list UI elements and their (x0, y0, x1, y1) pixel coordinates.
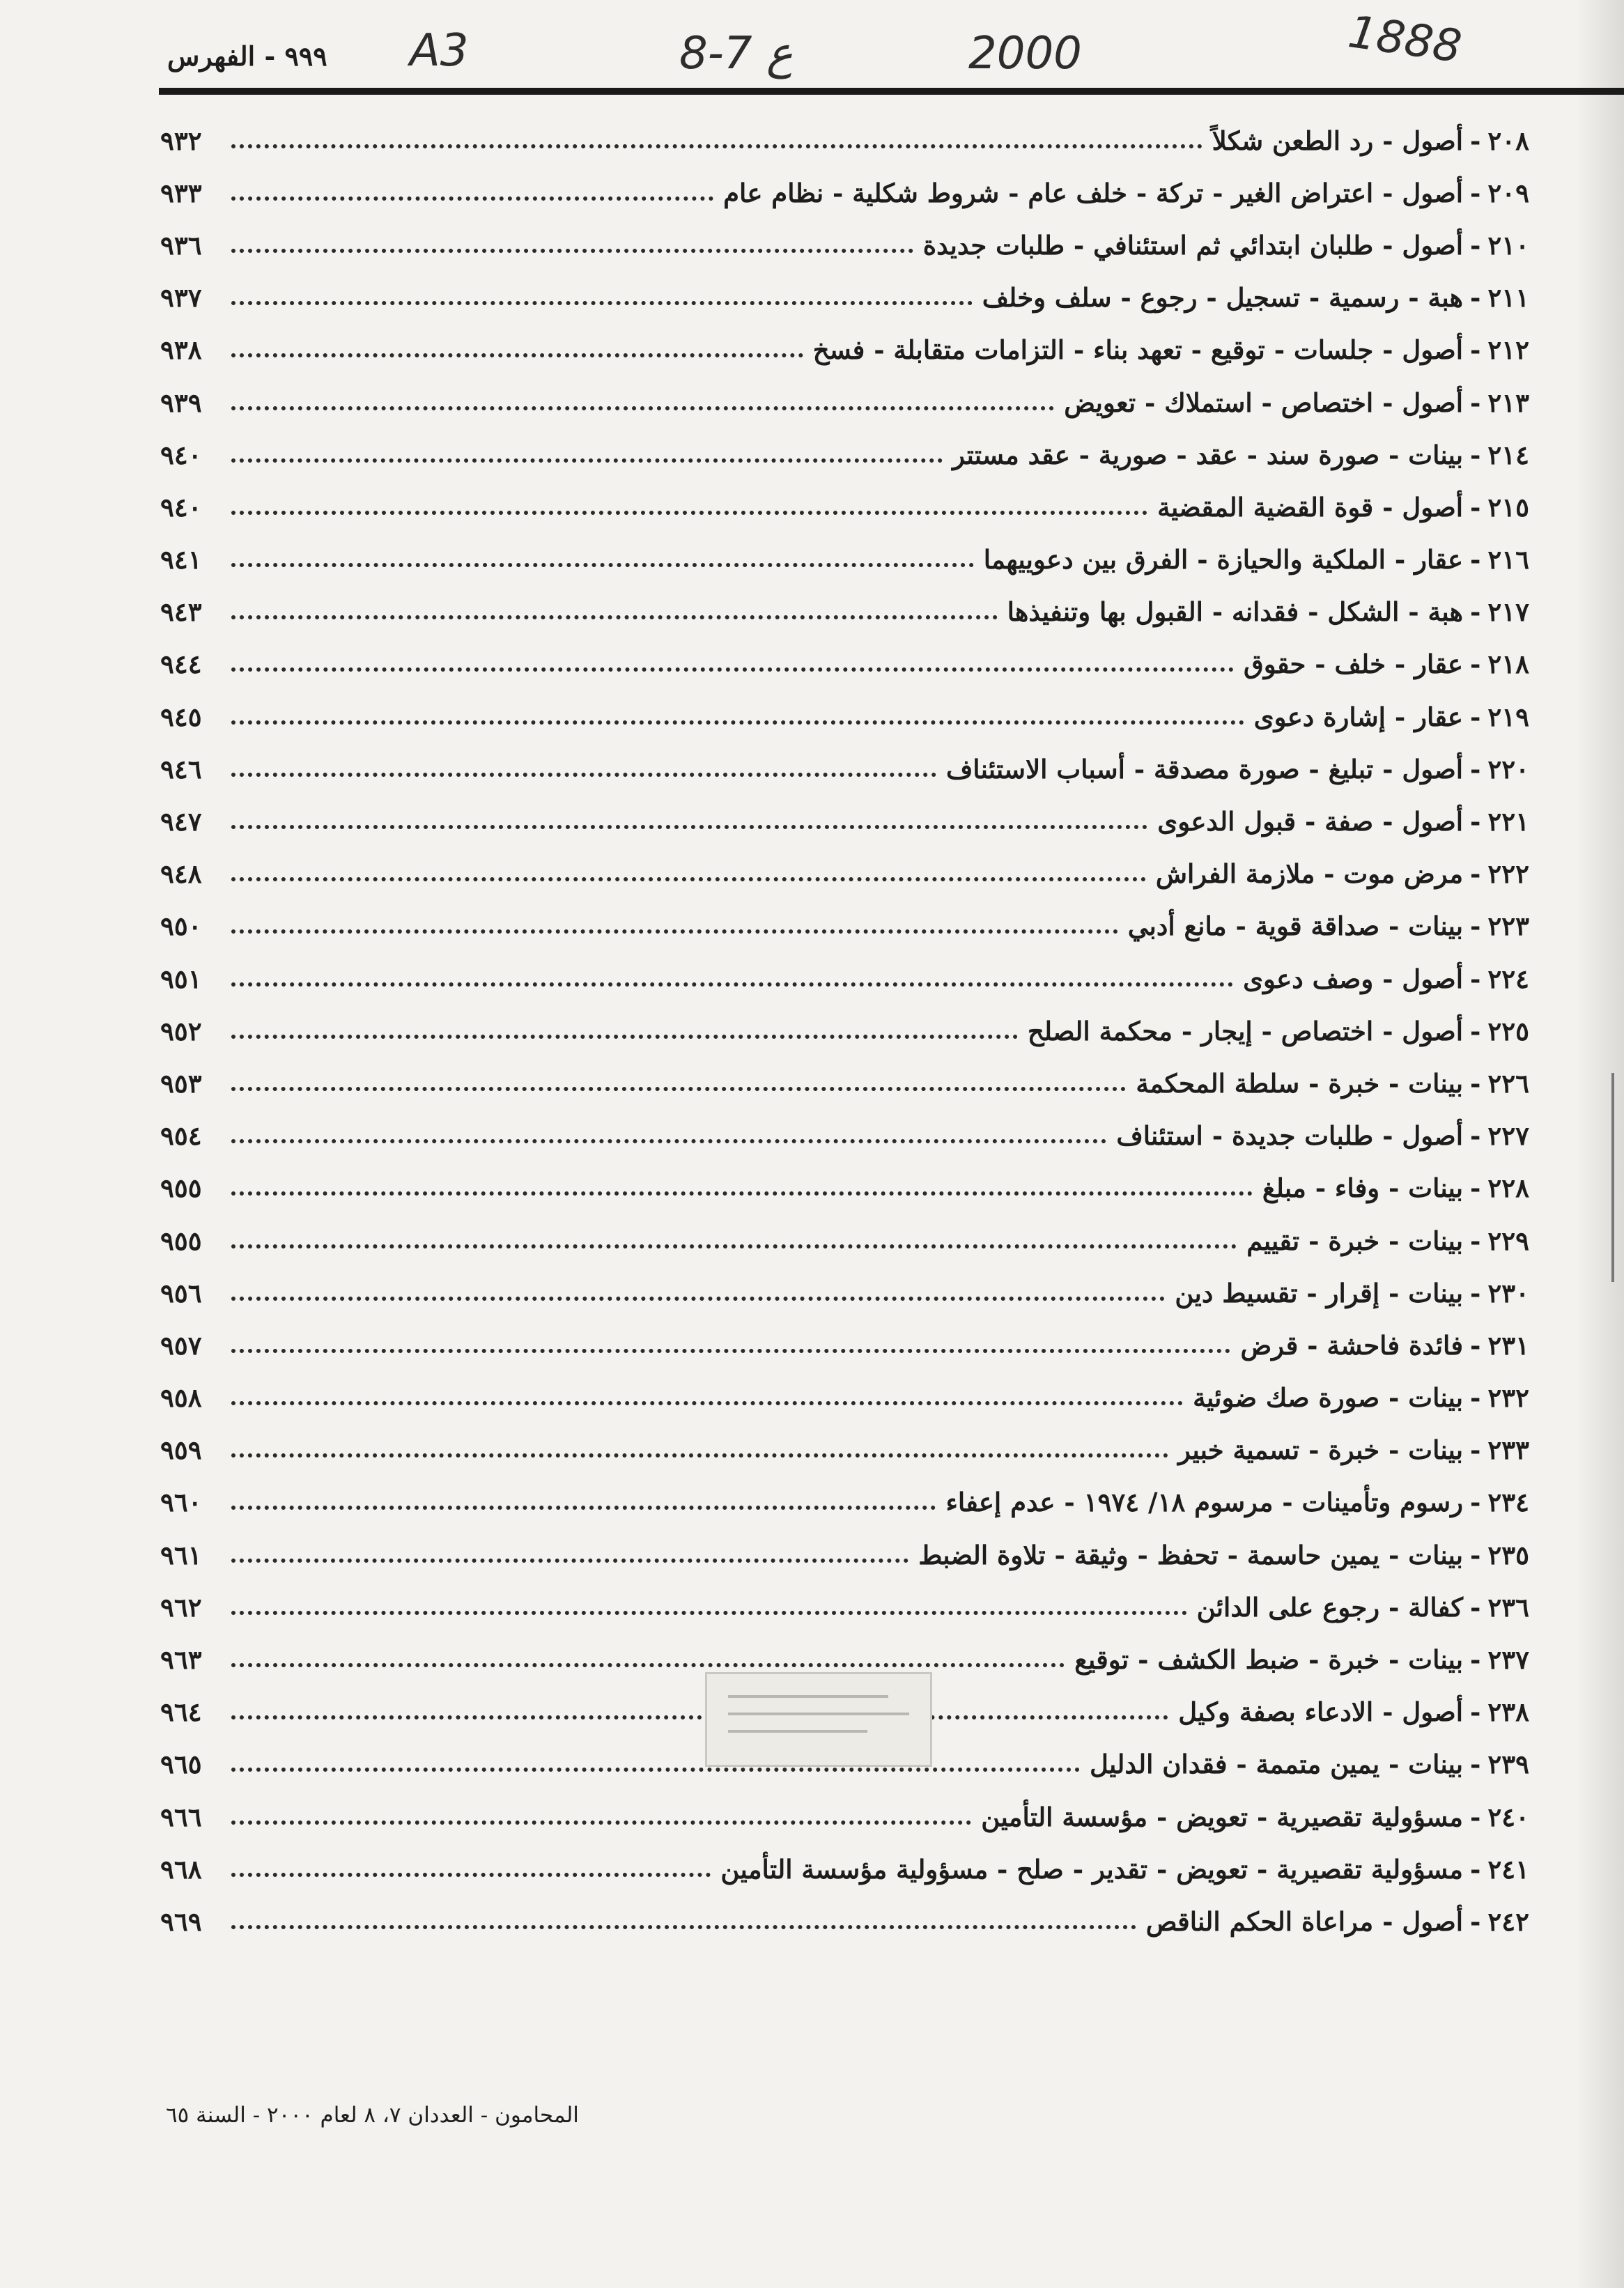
toc-dot-leader (231, 1559, 908, 1563)
toc-entry-title: بينات - يمين حاسمة - تحفظ - وثيقة - تلاوة الضبط (918, 1539, 1464, 1570)
toc-entry-number: ٢٠٨ (1487, 125, 1529, 156)
toc-entry-page: ٩٦٨ (160, 1853, 202, 1885)
toc-dot-leader (231, 1087, 1126, 1091)
toc-dot-leader (231, 773, 936, 777)
toc-dot-leader (231, 196, 713, 201)
toc-entry-title: بينات - وفاء - مبلغ (1262, 1173, 1464, 1204)
toc-entry-number: ٢٢٣ (1487, 911, 1529, 942)
toc-entry (160, 1843, 1529, 1895)
toc-entry-number: ٢٣٢ (1487, 1382, 1529, 1414)
toc-entry (160, 1214, 1529, 1267)
toc-entry-number: ٢١٥ (1487, 491, 1529, 523)
toc-dot-leader (231, 1244, 1237, 1249)
toc-entry-number: ٢١٣ (1487, 387, 1529, 418)
toc-entry-title: فائدة فاحشة - قرض (1240, 1329, 1464, 1361)
toc-entry-number: ٢٣٩ (1487, 1749, 1529, 1780)
toc-entry-page: ٩٦٦ (160, 1801, 202, 1832)
toc-entry-title: مسؤولية تقصيرية - تعويض - تقدير - صلح - مسؤولية مؤسسة التأمين (720, 1853, 1464, 1885)
toc-entry (160, 272, 1529, 324)
toc-entry-title: أصول - طلبان ابتدائي ثم استئنافي - طلبات جديدة (922, 229, 1464, 261)
toc-entry-page: ٩٣٨ (160, 334, 202, 366)
toc-entry-title: مسؤولية تقصيرية - تعويض - مؤسسة التأمين (981, 1801, 1464, 1832)
toc-entry-dash: - (1470, 544, 1481, 575)
toc-entry (160, 376, 1529, 428)
toc-entry-number: ٢٢٠ (1487, 753, 1529, 784)
toc-dot-leader (231, 1506, 936, 1510)
toc-entry (160, 324, 1529, 376)
toc-entry-page: ٩٦٤ (160, 1696, 202, 1728)
toc-entry (160, 534, 1529, 586)
toc-entry-title: بينات - صورة صك ضوئية (1193, 1382, 1464, 1414)
toc-entry-title: بينات - خبرة - ضبط الكشف - توقيع (1074, 1644, 1464, 1676)
toc-entry-dash: - (1470, 1749, 1481, 1780)
toc-entry-title: هبة - الشكل - فقدانه - القبول بها وتنفيذها (1007, 596, 1464, 628)
toc-dot-leader (231, 144, 1202, 148)
toc-entry-title: عقار - الملكية والحيازة - الفرق بين دعوييهما (983, 544, 1464, 575)
toc-entry-title: هبة - رسمية - تسجيل - رجوع - سلف وخلف (982, 282, 1464, 314)
toc-dot-leader (231, 406, 1054, 410)
toc-entry-page: ٩٥١ (160, 963, 202, 994)
toc-entry-title: أصول - رد الطعن شكلاً (1212, 125, 1464, 156)
header-rule (159, 88, 1624, 95)
toc-entry-page: ٩٥٤ (160, 1120, 202, 1152)
toc-entry-dash: - (1470, 806, 1481, 837)
toc-entry-page: ٩٥٧ (160, 1329, 202, 1361)
toc-entry-title: عقار - خلف - حقوق (1244, 649, 1464, 680)
toc-entry-dash: - (1470, 1329, 1481, 1361)
toc-dot-leader (231, 615, 998, 619)
toc-entry-title: بينات - خبرة - تقييم (1246, 1225, 1464, 1256)
stamp-line (728, 1695, 888, 1698)
toc-entry-dash: - (1470, 229, 1481, 261)
toc-entry-number: ٢٤١ (1487, 1853, 1529, 1885)
toc-entry-title: أصول - مراعاة الحكم الناقص (1145, 1906, 1464, 1937)
toc-entry (160, 1529, 1529, 1581)
toc-entry-page: ٩٥٢ (160, 1015, 202, 1046)
toc-entry-page: ٩٥٣ (160, 1067, 202, 1099)
toc-entry (160, 900, 1529, 952)
toc-entry-page: ٩٤٨ (160, 858, 202, 890)
toc-entry-page: ٩٤٤ (160, 649, 202, 680)
toc-entry (160, 743, 1529, 795)
toc-entry-page: ٩٦٥ (160, 1749, 202, 1780)
toc-entry-title: بينات - إقرار - تقسيط دين (1175, 1277, 1464, 1308)
toc-dot-leader (231, 1297, 1165, 1301)
toc-entry-dash: - (1470, 1487, 1481, 1518)
toc-entry-number: ٢٣٣ (1487, 1435, 1529, 1466)
toc-entry (160, 1057, 1529, 1109)
toc-dot-leader (231, 1401, 1183, 1405)
toc-entry (160, 481, 1529, 533)
toc-entry-number: ٢٤٢ (1487, 1906, 1529, 1937)
toc-entry (160, 1791, 1529, 1843)
toc-dot-leader (231, 1139, 1106, 1143)
toc-entry (160, 1372, 1529, 1424)
handwritten-note-number: 1888 (1345, 6, 1465, 73)
toc-entry (160, 1319, 1529, 1371)
toc-entry-number: ٢٣٥ (1487, 1539, 1529, 1570)
toc-entry-dash: - (1470, 1853, 1481, 1885)
toc-entry-page: ٩٣٣ (160, 177, 202, 208)
toc-entry (160, 219, 1529, 271)
toc-entry-title: أصول - الادعاء بصفة وكيل (1178, 1696, 1464, 1728)
toc-dot-leader (231, 458, 943, 463)
toc-entry-title: بينات - يمين متممة - فقدان الدليل (1089, 1749, 1464, 1780)
toc-entry-page: ٩٣٦ (160, 229, 202, 261)
toc-entry-number: ٢٢٥ (1487, 1015, 1529, 1046)
toc-entry-dash: - (1470, 334, 1481, 366)
toc-entry (160, 1005, 1529, 1057)
toc-entry-title: أصول - جلسات - توقيع - تعهد بناء - التزامات متقابلة - فسخ (812, 334, 1464, 366)
toc-dot-leader (231, 982, 1233, 987)
toc-entry-number: ٢١٩ (1487, 701, 1529, 732)
toc-entry-number: ٢٢٩ (1487, 1225, 1529, 1256)
toc-entry-title: أصول - قوة القضية المقضية (1157, 491, 1464, 523)
toc-entry-page: ٩٥٠ (160, 911, 202, 942)
toc-entry (160, 1581, 1529, 1633)
stamp-line (728, 1730, 867, 1733)
toc-entry (160, 1476, 1529, 1529)
toc-entry (160, 428, 1529, 481)
toc-dot-leader (231, 1873, 711, 1877)
toc-entry-title: كفالة - رجوع على الدائن (1196, 1591, 1464, 1623)
toc-entry-dash: - (1470, 1696, 1481, 1728)
toc-entry-dash: - (1470, 1801, 1481, 1832)
toc-entry-dash: - (1470, 282, 1481, 314)
toc-entry-number: ٢٣١ (1487, 1329, 1529, 1361)
toc-entry-page: ٩٥٥ (160, 1225, 202, 1256)
toc-dot-leader (231, 1349, 1230, 1353)
toc-entry-page: ٩٥٩ (160, 1435, 202, 1466)
toc-entry-title: بينات - صداقة قوية - مانع أدبي (1127, 911, 1464, 942)
toc-entry-title: بينات - خبرة - سلطة المحكمة (1136, 1067, 1464, 1099)
toc-dot-leader (231, 1663, 1065, 1667)
toc-entry-dash: - (1470, 387, 1481, 418)
toc-entry-number: ٢١١ (1487, 282, 1529, 314)
toc-entry-page: ٩٤٧ (160, 806, 202, 837)
toc-entry-number: ٢٣٦ (1487, 1591, 1529, 1623)
toc-entry-page: ٩٦١ (160, 1539, 202, 1570)
toc-entry-number: ٢٢٤ (1487, 963, 1529, 994)
toc-entry-title: أصول - تبليغ - صورة مصدقة - أسباب الاستئناف (945, 753, 1464, 784)
toc-entry-page: ٩٥٦ (160, 1277, 202, 1308)
toc-entry-dash: - (1470, 858, 1481, 890)
toc-entry-page: ٩٤٥ (160, 701, 202, 732)
toc-entry-title: رسوم وتأمينات - مرسوم ١٨/ ١٩٧٤ - عدم إعفاء (945, 1487, 1464, 1518)
toc-entry (160, 690, 1529, 743)
toc-entry-title: بينات - صورة سند - عقد - صورية - عقد مستتر (952, 439, 1464, 470)
toc-dot-leader (231, 353, 803, 357)
toc-entry-number: ٢١٠ (1487, 229, 1529, 261)
toc-entry-number: ٢٣٠ (1487, 1277, 1529, 1308)
toc-dot-leader (231, 1191, 1253, 1196)
toc-entry-dash: - (1470, 1015, 1481, 1046)
toc-entry-page: ٩٦٠ (160, 1487, 202, 1518)
toc-entry (160, 1110, 1529, 1162)
faded-library-stamp (705, 1672, 932, 1767)
toc-entry (160, 114, 1529, 167)
toc-entry-number: ٢٢٢ (1487, 858, 1529, 890)
toc-entry-dash: - (1470, 1644, 1481, 1676)
toc-dot-leader (231, 563, 974, 567)
toc-entry-number: ٢٤٠ (1487, 1801, 1529, 1832)
toc-entry-page: ٩٤٦ (160, 753, 202, 784)
toc-entry-page: ٩٣٢ (160, 125, 202, 156)
toc-dot-leader (231, 720, 1244, 725)
toc-entry (160, 167, 1529, 219)
toc-entry-title: بينات - خبرة - تسمية خبير (1178, 1435, 1464, 1466)
toc-entry-number: ٢١٢ (1487, 334, 1529, 366)
toc-dot-leader (231, 1611, 1187, 1615)
toc-entry-page: ٩٣٧ (160, 282, 202, 314)
toc-entry-page: ٩٥٨ (160, 1382, 202, 1414)
toc-entry-number: ٢٠٩ (1487, 177, 1529, 208)
toc-entry-dash: - (1470, 1382, 1481, 1414)
toc-dot-leader (231, 249, 913, 253)
toc-dot-leader (231, 301, 973, 305)
toc-dot-leader (231, 1715, 1168, 1719)
toc-entry-dash: - (1470, 963, 1481, 994)
toc-entry-page: ٩٦٢ (160, 1591, 202, 1623)
toc-entry-title: أصول - اختصاص - إيجار - محكمة الصلح (1027, 1015, 1464, 1046)
scan-margin-mark (1611, 1073, 1614, 1282)
toc-entry-dash: - (1470, 125, 1481, 156)
toc-entry-page: ٩٥٥ (160, 1173, 202, 1204)
toc-entry-dash: - (1470, 439, 1481, 470)
toc-dot-leader (231, 1035, 1018, 1039)
toc-entry-page: ٩٤٣ (160, 596, 202, 628)
toc-entry (160, 1267, 1529, 1319)
toc-dot-leader (231, 511, 1147, 515)
toc-entry-number: ٢١٦ (1487, 544, 1529, 575)
toc-entry-number: ٢٣٨ (1487, 1696, 1529, 1728)
toc-entry-title: أصول - طلبات جديدة - استئناف (1116, 1120, 1464, 1152)
toc-entry-title: أصول - وصف دعوى (1243, 963, 1464, 994)
toc-dot-leader (231, 929, 1118, 934)
toc-entry-dash: - (1470, 911, 1481, 942)
toc-dot-leader (231, 877, 1146, 881)
toc-entry (160, 1424, 1529, 1476)
toc-entry-dash: - (1470, 491, 1481, 523)
toc-entry-dash: - (1470, 1067, 1481, 1099)
toc-entry-page: ٩٦٩ (160, 1906, 202, 1937)
toc-entry-page: ٩٤١ (160, 544, 202, 575)
toc-entry-number: ٢٢١ (1487, 806, 1529, 837)
handwritten-note-a3: A3 (410, 25, 469, 77)
stamp-line (728, 1713, 909, 1715)
toc-entry-dash: - (1470, 649, 1481, 680)
toc-dot-leader (231, 1453, 1168, 1458)
toc-entry-number: ٢٣٧ (1487, 1644, 1529, 1676)
handwritten-note-year: 2000 (968, 28, 1082, 79)
toc-entry-dash: - (1470, 753, 1481, 784)
toc-entry-dash: - (1470, 1225, 1481, 1256)
toc-entry-dash: - (1470, 1277, 1481, 1308)
toc-entry-dash: - (1470, 1539, 1481, 1570)
toc-entry (160, 952, 1529, 1005)
handwritten-note-issue: 8-7 ع (679, 28, 794, 79)
toc-entry (160, 1895, 1529, 1947)
toc-entry (160, 1162, 1529, 1214)
toc-entry-dash: - (1470, 596, 1481, 628)
toc-entry-dash: - (1470, 1591, 1481, 1623)
toc-entry-page: ٩٣٩ (160, 387, 202, 418)
toc-entry-number: ٢٢٨ (1487, 1173, 1529, 1204)
toc-entry-number: ٢١٨ (1487, 649, 1529, 680)
toc-entry-number: ٢١٧ (1487, 596, 1529, 628)
toc-entry-title: أصول - اعتراض الغير - تركة - خلف عام - شروط شكلية - نظام عام (723, 177, 1464, 208)
toc-entry-page: ٩٤٠ (160, 439, 202, 470)
toc-entry-dash: - (1470, 177, 1481, 208)
toc-entry-dash: - (1470, 1435, 1481, 1466)
toc-dot-leader (231, 667, 1234, 672)
toc-entry-dash: - (1470, 1173, 1481, 1204)
toc-entry (160, 848, 1529, 900)
toc-entry-page: ٩٦٣ (160, 1644, 202, 1676)
toc-dot-leader (231, 825, 1147, 829)
toc-entry (160, 586, 1529, 638)
toc-entry-title: أصول - صفة - قبول الدعوى (1157, 806, 1464, 837)
toc-entry-title: عقار - إشارة دعوى (1253, 701, 1464, 732)
running-header: ٩٩٩ - الفهرس (167, 40, 327, 72)
toc-dot-leader (231, 1821, 971, 1825)
toc-entry-title: مرض موت - ملازمة الفراش (1155, 858, 1464, 890)
scan-edge-shadow (1575, 0, 1624, 2288)
toc-entry (160, 638, 1529, 690)
toc-dot-leader (231, 1925, 1136, 1929)
toc-entry-dash: - (1470, 1906, 1481, 1937)
toc-entry-number: ٢١٤ (1487, 439, 1529, 470)
toc-entry-number: ٢٢٦ (1487, 1067, 1529, 1099)
toc-dot-leader (231, 1768, 1080, 1772)
toc-entry-title: أصول - اختصاص - استملاك - تعويض (1064, 387, 1464, 418)
page-footer: المحامون - العددان ٧، ٨ لعام ٢٠٠٠ - السنة ٦٥ (166, 2103, 579, 2128)
toc-entry-number: ٢٢٧ (1487, 1120, 1529, 1152)
toc-entry-dash: - (1470, 701, 1481, 732)
toc-entry-dash: - (1470, 1120, 1481, 1152)
toc-entry-page: ٩٤٠ (160, 491, 202, 523)
toc-entry (160, 795, 1529, 847)
toc-entry-number: ٢٣٤ (1487, 1487, 1529, 1518)
